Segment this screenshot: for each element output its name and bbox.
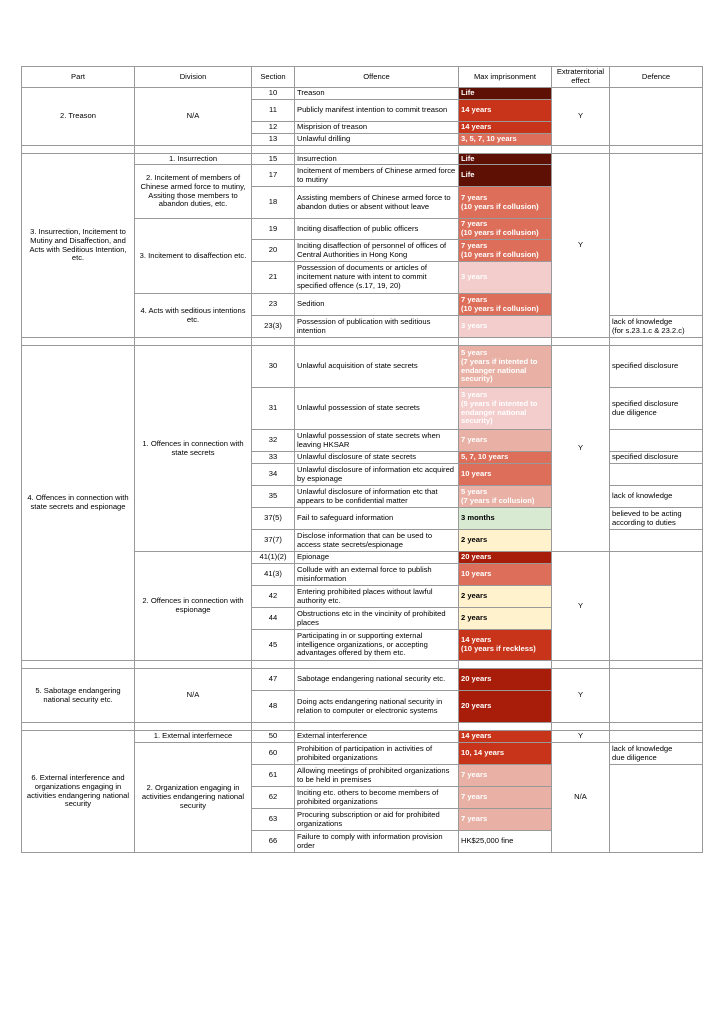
table-row <box>22 88 703 100</box>
max-imprisonment-cell: 10 years <box>459 464 552 486</box>
table-row <box>22 731 703 743</box>
section-cell: 15 <box>252 154 295 165</box>
offence-cell: Fail to safeguard information <box>295 508 459 530</box>
section-cell: 21 <box>252 262 295 294</box>
max-imprisonment-cell: 7 years (10 years if collusion) <box>459 240 552 262</box>
section-cell: 37(7) <box>252 530 295 552</box>
section-cell: 41(3) <box>252 564 295 586</box>
max-imprisonment-cell: Life <box>459 88 552 100</box>
offence-cell: Failure to comply with information provision order <box>295 831 459 853</box>
max-imprisonment-cell: 3 years <box>459 262 552 294</box>
offence-cell: Sedition <box>295 294 459 316</box>
max-imprisonment-cell: 20 years <box>459 691 552 723</box>
section-cell: 47 <box>252 669 295 691</box>
offence-cell: Unlawful possession of state secrets when leaving HKSAR <box>295 430 459 452</box>
defence-cell: lack of knowledge (for s.23.1.c & 23.2.c) <box>610 316 703 338</box>
max-imprisonment-cell: 5, 7, 10 years <box>459 452 552 464</box>
section-cell: 17 <box>252 165 295 187</box>
defence-cell: believed to be acting according to duties <box>610 508 703 530</box>
section-cell: 30 <box>252 346 295 388</box>
max-imprisonment-cell: 7 years <box>459 430 552 452</box>
section-cell: 45 <box>252 630 295 661</box>
header-max-imprisonment: Max imprisonment <box>459 67 552 88</box>
extraterritorial-cell: Y <box>552 669 610 723</box>
defence-cell <box>610 731 703 743</box>
section-cell: 50 <box>252 731 295 743</box>
offence-cell: Unlawful acquisition of state secrets <box>295 346 459 388</box>
division-cell: 1. Insurrection <box>135 154 252 165</box>
extraterritorial-cell: Y <box>552 346 610 552</box>
defence-cell <box>610 669 703 723</box>
offence-cell: Unlawful possession of state secrets <box>295 388 459 430</box>
section-cell: 44 <box>252 608 295 630</box>
max-imprisonment-cell: HK$25,000 fine <box>459 831 552 853</box>
max-imprisonment-cell: 10 years <box>459 564 552 586</box>
header-defence: Defence <box>610 67 703 88</box>
offence-cell: Misprision of treason <box>295 122 459 134</box>
offence-cell: Participating in or supporting external intelligence organizations, or accepting advantages offered by them etc. <box>295 630 459 661</box>
section-cell: 23 <box>252 294 295 316</box>
max-imprisonment-cell: 3, 5, 7, 10 years <box>459 134 552 146</box>
max-imprisonment-cell: Life <box>459 165 552 187</box>
section-cell: 13 <box>252 134 295 146</box>
defence-cell: specified disclosure due diligence <box>610 388 703 430</box>
offence-cell: Unlawful disclosure of information etc acquired by espionage <box>295 464 459 486</box>
offence-cell: Possession of documents or articles of incitement nature with intent to commit specified offence (s.17, 19, 20) <box>295 262 459 294</box>
max-imprisonment-cell: 2 years <box>459 530 552 552</box>
offence-cell: Procuring subscription or aid for prohibited organizations <box>295 809 459 831</box>
max-imprisonment-cell: 7 years (10 years if collusion) <box>459 294 552 316</box>
offence-cell: Incitement of members of Chinese armed force to mutiny <box>295 165 459 187</box>
table-row <box>22 669 703 691</box>
offence-cell: Epionage <box>295 552 459 564</box>
defence-cell <box>610 154 703 316</box>
max-imprisonment-cell: 7 years <box>459 809 552 831</box>
offence-cell: Inciting disaffection of public officers <box>295 219 459 240</box>
division-cell: N/A <box>135 88 252 146</box>
defence-cell <box>610 765 703 853</box>
division-cell: 3. Incitement to disaffection etc. <box>135 219 252 294</box>
offence-cell: Unlawful drilling <box>295 134 459 146</box>
max-imprisonment-cell: 7 years (10 years if collusion) <box>459 219 552 240</box>
max-imprisonment-cell: 14 years <box>459 731 552 743</box>
max-imprisonment-cell: 14 years <box>459 122 552 134</box>
section-cell: 12 <box>252 122 295 134</box>
section-cell: 41(1)(2) <box>252 552 295 564</box>
spacer-row <box>22 146 703 154</box>
defence-cell: specified disclosure <box>610 346 703 388</box>
max-imprisonment-cell: 3 months <box>459 508 552 530</box>
section-cell: 42 <box>252 586 295 608</box>
max-imprisonment-cell: 20 years <box>459 669 552 691</box>
section-cell: 31 <box>252 388 295 430</box>
section-cell: 18 <box>252 187 295 219</box>
max-imprisonment-cell: 7 years <box>459 765 552 787</box>
header-extraterritorial: Extraterritorial effect <box>552 67 610 88</box>
offence-cell: Entering prohibited places without lawful authority etc. <box>295 586 459 608</box>
offence-cell: Sabotage endangering national security etc. <box>295 669 459 691</box>
header-division: Division <box>135 67 252 88</box>
part-cell: 3. Insurrection, Incitement to Mutiny and Disaffection, and Acts with Seditious Intention, etc. <box>22 154 135 338</box>
part-cell: 4. Offences in connection with state secrets and espionage <box>22 346 135 661</box>
max-imprisonment-cell: 20 years <box>459 552 552 564</box>
section-cell: 20 <box>252 240 295 262</box>
offence-cell: Publicly manifest intention to commit treason <box>295 100 459 122</box>
division-cell: 4. Acts with seditious intentions etc. <box>135 294 252 338</box>
defence-cell <box>610 464 703 486</box>
max-imprisonment-cell: Life <box>459 154 552 165</box>
section-cell: 61 <box>252 765 295 787</box>
defence-cell: specified disclosure <box>610 452 703 464</box>
table-row <box>22 154 703 165</box>
header-row <box>22 67 703 88</box>
section-cell: 48 <box>252 691 295 723</box>
division-cell: N/A <box>135 669 252 723</box>
division-cell: 2. Organization engaging in activities endangering national security <box>135 743 252 853</box>
offence-cell: Inciting disaffection of personnel of offices of Central Authorities in Hong Kong <box>295 240 459 262</box>
max-imprisonment-cell: 2 years <box>459 608 552 630</box>
offence-cell: Allowing meetings of prohibited organizations to be held in premises <box>295 765 459 787</box>
section-cell: 63 <box>252 809 295 831</box>
max-imprisonment-cell: 5 years (7 years if intented to endanger national security) <box>459 346 552 388</box>
section-cell: 32 <box>252 430 295 452</box>
section-cell: 37(5) <box>252 508 295 530</box>
offence-cell: Doing acts endangering national security in relation to computer or electronic systems <box>295 691 459 723</box>
max-imprisonment-cell: 14 years (10 years if reckless) <box>459 630 552 661</box>
extraterritorial-cell: Y <box>552 731 610 743</box>
offence-cell: Obstructions etc in the vincinity of prohibited places <box>295 608 459 630</box>
extraterritorial-cell: Y <box>552 88 610 146</box>
section-cell: 60 <box>252 743 295 765</box>
offence-cell: Unlawful disclosure of information etc that appears to be confidential matter <box>295 486 459 508</box>
division-cell: 1. External interfernece <box>135 731 252 743</box>
part-cell: 5. Sabotage endangering national security etc. <box>22 669 135 723</box>
section-cell: 10 <box>252 88 295 100</box>
max-imprisonment-cell: 3 years (5 years if intented to endanger national security) <box>459 388 552 430</box>
table-row <box>22 346 703 388</box>
offences-table <box>21 66 703 853</box>
spacer-row <box>22 661 703 669</box>
section-cell: 66 <box>252 831 295 853</box>
offence-cell: Treason <box>295 88 459 100</box>
division-cell: 1. Offences in connection with state secrets <box>135 346 252 552</box>
offence-cell: Insurrection <box>295 154 459 165</box>
part-cell: 2. Treason <box>22 88 135 146</box>
section-cell: 19 <box>252 219 295 240</box>
offence-cell: Collude with an external force to publish misinformation <box>295 564 459 586</box>
section-cell: 35 <box>252 486 295 508</box>
header-part: Part <box>22 67 135 88</box>
max-imprisonment-cell: 7 years <box>459 787 552 809</box>
max-imprisonment-cell: 14 years <box>459 100 552 122</box>
header-offence: Offence <box>295 67 459 88</box>
extraterritorial-cell: Y <box>552 552 610 661</box>
max-imprisonment-cell: 3 years <box>459 316 552 338</box>
max-imprisonment-cell: 5 years (7 years if collusion) <box>459 486 552 508</box>
section-cell: 23(3) <box>252 316 295 338</box>
extraterritorial-cell: N/A <box>552 743 610 853</box>
section-cell: 11 <box>252 100 295 122</box>
offence-cell: Disclose information that can be used to access state secrets/espionage <box>295 530 459 552</box>
max-imprisonment-cell: 10, 14 years <box>459 743 552 765</box>
offence-cell: External interference <box>295 731 459 743</box>
defence-cell <box>610 430 703 452</box>
part-cell: 6. External interference and organizations engaging in activities endangering national security <box>22 731 135 853</box>
spacer-row <box>22 723 703 731</box>
offence-cell: Assisting members of Chinese armed force to abandon duties or absent without leave <box>295 187 459 219</box>
defence-cell: lack of knowledge <box>610 486 703 508</box>
division-cell: 2. Incitement of members of Chinese armed force to mutiny, Assiting those members to abandon duties, etc. <box>135 165 252 219</box>
defence-cell: lack of knowledge due diligence <box>610 743 703 765</box>
division-cell: 2. Offences in connection with espionage <box>135 552 252 661</box>
section-cell: 33 <box>252 452 295 464</box>
max-imprisonment-cell: 2 years <box>459 586 552 608</box>
defence-cell <box>610 88 703 146</box>
offence-cell: Prohibition of participation in activities of prohibited organizations <box>295 743 459 765</box>
extraterritorial-cell: Y <box>552 154 610 338</box>
max-imprisonment-cell: 7 years (10 years if collusion) <box>459 187 552 219</box>
defence-cell <box>610 552 703 661</box>
defence-cell <box>610 530 703 552</box>
spacer-row <box>22 338 703 346</box>
section-cell: 62 <box>252 787 295 809</box>
header-section: Section <box>252 67 295 88</box>
offence-cell: Unlawful disclosure of state secrets <box>295 452 459 464</box>
offence-cell: Inciting etc. others to become members of prohibited organizations <box>295 787 459 809</box>
section-cell: 34 <box>252 464 295 486</box>
offence-cell: Possession of publication with seditious intention <box>295 316 459 338</box>
